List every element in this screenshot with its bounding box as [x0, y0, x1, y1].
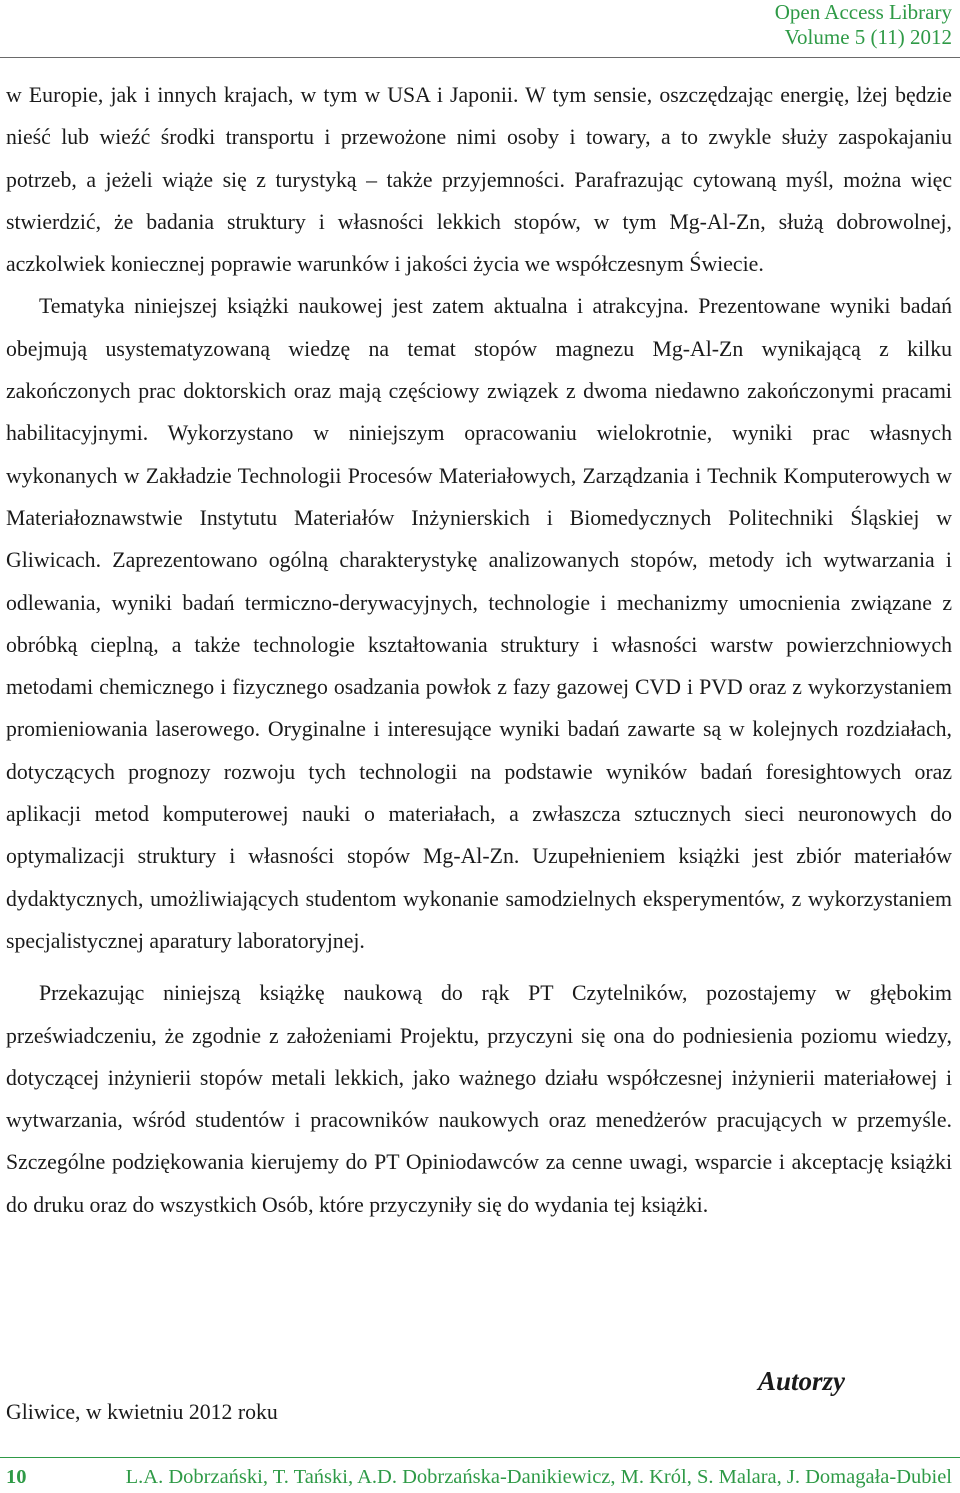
signature-authors: Autorzy	[758, 1366, 846, 1396]
footer-authors: L.A. Dobrzański, T. Tański, A.D. Dobrzańska-Danikiewicz, M. Król, S. Malara, J. Domagała-Dubiel	[125, 1466, 952, 1488]
running-footer	[6, 1463, 952, 1491]
footer-divider	[0, 1457, 960, 1458]
header-divider	[0, 57, 960, 58]
journal-name: Open Access Library	[774, 0, 952, 24]
paragraph-acknowledgements: Przekazując niniejszą książkę naukową do rąk PT Czytelników, pozostajemy w głębokim przeświadczeniu, że zgodnie z założeniami Projektu, przyczyni się ona do podniesienia poziomu wiedzy, dotyczącej inżynierii stopów metali lekkich, jako ważnego działu współczesnej inżynierii materiałowej i wytwarzania, wśród studentów i pracowników naukowych oraz menedżerów pracujących w przemyśle. Szczególne podziękowania kierujemy do PT Opiniodawców za cenne uwagi, wsparcie i akceptację książki do druku oraz do wszystkich Osób, które przyczyniły się do wydania tej książki.	[6, 981, 952, 1217]
paragraph-topic: Tematyka niniejszej książki naukowej jest zatem aktualna i atrakcyjna. Prezentowane wyniki badań obejmują usystematyzowaną wiedzę na temat stopów magnezu Mg-Al-Zn wynikającą z kilku zakończonych prac doktorskich oraz mają częściowy związek z dwoma niedawno zakończonymi pracami habilitacyjnymi. Wykorzystano w niniejszym opracowaniu wielokrotnie, wyniki prac własnych wykonanych w Zakładzie Technologii Procesów Materiałowych, Zarządzania i Technik Komputerowych w Materiałoznawstwie Instytutu Materiałów Inżynierskich i Biomedycznych Politechniki Śląskiej w Gliwicach. Zaprezentowano ogólną charakterystykę analizowanych stopów, metody ich wytwarzania i odlewania, wyniki badań termiczno-derywacyjnych, technologie i mechanizmy umocnienia związane z obróbką cieplną, a także technologie kształtowania struktury i własności warstw powierzchniowych metodami chemicznego i fizycznego osadzania powłok z fazy gazowej CVD i PVD oraz z wykorzystaniem promieniowania laserowego. Oryginalne i interesujące wyniki badań zawarte są w kolejnych rozdziałach, dotyczących prognozy rozwoju tych technologii na podstawie wyników badań foresightowych oraz aplikacji metod komputerowej nauki o materiałach, a zwłaszcza sztucznych sieci neuronowych do optymalizacji struktury i własności stopów Mg-Al-Zn. Uzupełnieniem książki jest zbiór materiałów dydaktycznych, umożliwiających studentom wykonanie samodzielnych eksperymentów, z wykorzystaniem specjalistycznej aparatury laboratoryjnej.	[6, 294, 952, 953]
place-and-date: Gliwice, w kwietniu 2012 roku	[6, 1400, 278, 1424]
page-number: 10	[6, 1466, 27, 1488]
paragraph-continued: w Europie, jak i innych krajach, w tym w USA i Japonii. W tym sensie, oszczędzając energię, lżej będzie nieść lub wieźć środki transportu i przewożone nimi osoby i towary, a to zwykle służy zaspokajaniu potrzeb, a jeżeli wiąże się z turystyką – także przyjemności. Parafrazując cytowaną myśl, można więc stwierdzić, że badania struktury i własności lekkich stopów, w tym Mg-Al-Zn, służą dobrowolnej, aczkolwiek koniecznej poprawie warunków i jakości życia we współczesnym Świecie.	[6, 83, 952, 277]
journal-volume: Volume 5 (11) 2012	[784, 25, 952, 49]
page-body	[6, 74, 952, 1226]
running-header	[775, 0, 952, 50]
